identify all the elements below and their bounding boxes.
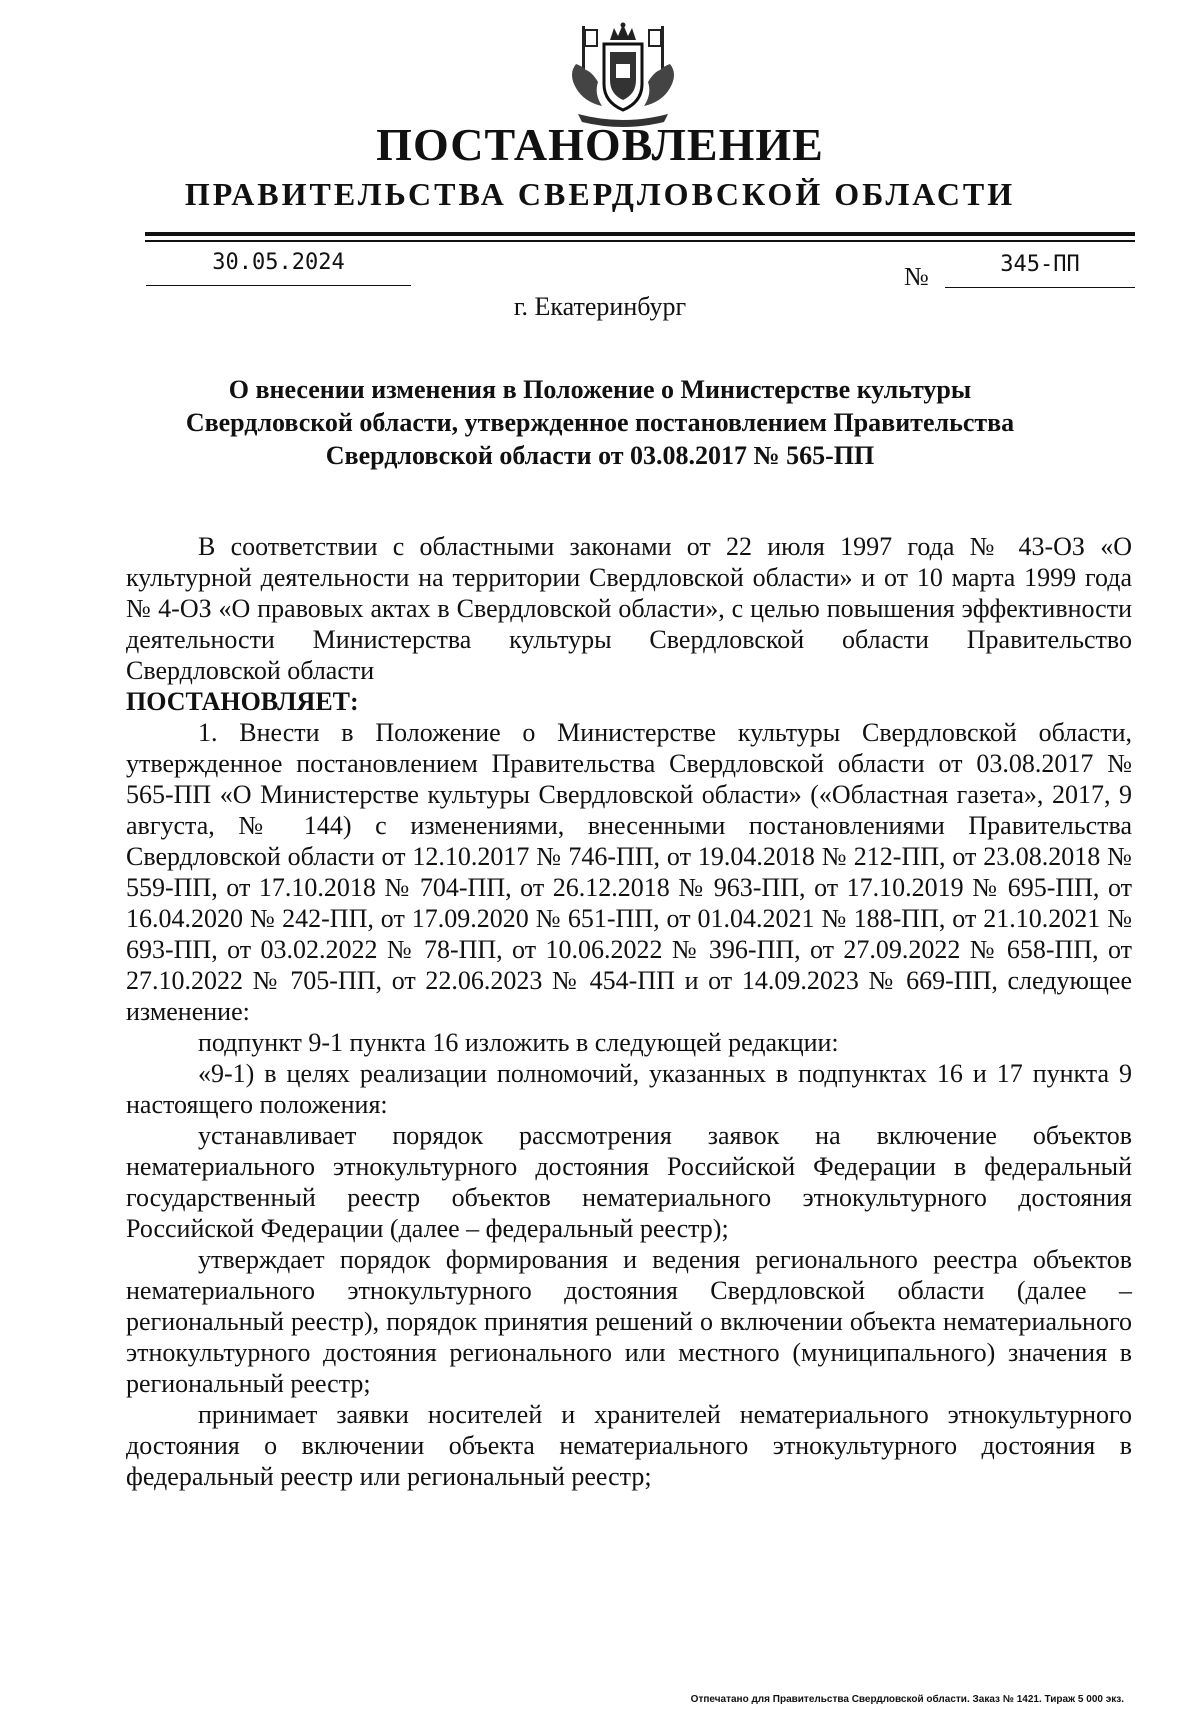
date-underline [146,285,411,286]
item-1-paragraph: 1. Внести в Положение о Министерстве культуры Свердловской области, утвержденное постановлением Правительства Свердловской области от 03.08.2017 № 565-ПП «О Министерстве культуры Свердловской области» («Областная газета», 2017, 9 августа, № 144) с изменениями, внесенными постановлениями Правительства Свердловской области от 12.10.2017 № 746-ПП, от 19.04.2018 № 212-ПП, от 23.08.2018 № 559-ПП, от 17.10.2018 № 704-ПП, от 26.12.2018 № 963-ПП, от 17.10.2019 № 695-ПП, от 16.04.2020 № 242-ПП, от 17.09.2020 № 651-ПП, от 01.04.2021 № 188-ПП, от 21.10.2021 № 693-ПП, от 03.02.2022 № 78-ПП, от 10.06.2022 № 396-ПП, от 27.09.2022 № 658-ПП, от 27.10.2022 № 705-ПП, от 22.06.2023 № 454-ПП и от 14.09.2023 № 669-ПП, следующее изменение: [126,718,1132,1026]
document-body [126,531,1132,1492]
header-divider-thin [145,240,1135,242]
quote-intro-paragraph: «9-1) в целях реализации полномочий, указанных в подпунктах 16 и 17 пункта 9 настоящего положения: [126,1059,1132,1119]
number-sign: № [904,262,929,291]
coat-of-arms-icon [558,22,688,128]
power-paragraph: устанавливает порядок рассмотрения заявок на включение объектов нематериального этнокультурного достояния Российской Федерации в федеральный государственный реестр объектов нематериального этнокультурного достояния Российской Федерации (далее – федеральный реестр); [126,1121,1132,1243]
header-divider-thick [145,232,1135,236]
issuer-heading: ПРАВИТЕЛЬСТВА СВЕРДЛОВСКОЙ ОБЛАСТИ [184,176,1016,212]
decree-word-paragraph [126,686,1132,717]
power-paragraph: утверждает порядок формирования и ведения регионального реестра объектов нематериального этнокультурного достояния Свердловской области (далее – региональный реестр), порядок принятия решений о включении объекта нематериального этнокультурного достояния регионального или местного (муниципального) значения в региональный реестр; [126,1245,1132,1398]
document-number: 345-ПП [1000,252,1080,277]
document-date: 30.05.2024 [212,250,345,275]
preamble-paragraph: В соответствии с областными законами от 22 июля 1997 года № 43-ОЗ «О культурной деятельности на территории Свердловской области» и от 10 марта 1999 года № 4-ОЗ «О правовых актах в Свердловской области», с целью повышения эффективности деятельности Министерства культуры Свердловской области Правительство Свердловской области [126,532,1132,685]
subitem-intro-paragraph: подпункт 9-1 пункта 16 изложить в следующей редакции: [198,1028,839,1057]
decree-word: ПОСТАНОВЛЯЕТ: [126,687,359,716]
subject-line: Свердловской области от 03.08.2017 № 565-ПП [325,441,875,470]
number-underline [945,287,1135,288]
document-type-title: ПОСТАНОВЛЕНИЕ [376,119,824,170]
print-note: Отпечатано для Правительства Свердловской области. Заказ № 1421. Тираж 5 000 экз. [690,1694,1124,1705]
subject-line: Свердловской области, утвержденное постановлением Правительства [185,408,1015,437]
power-paragraph: принимает заявки носителей и хранителей нематериального этнокультурного достояния о включении объекта нематериального этнокультурного достояния в федеральный реестр или региональный реестр; [126,1400,1132,1491]
subject-line: О внесении изменения в Положение о Министерстве культуры [228,375,972,404]
document-subject [150,373,1050,472]
issuing-city: г. Екатеринбург [513,292,687,321]
